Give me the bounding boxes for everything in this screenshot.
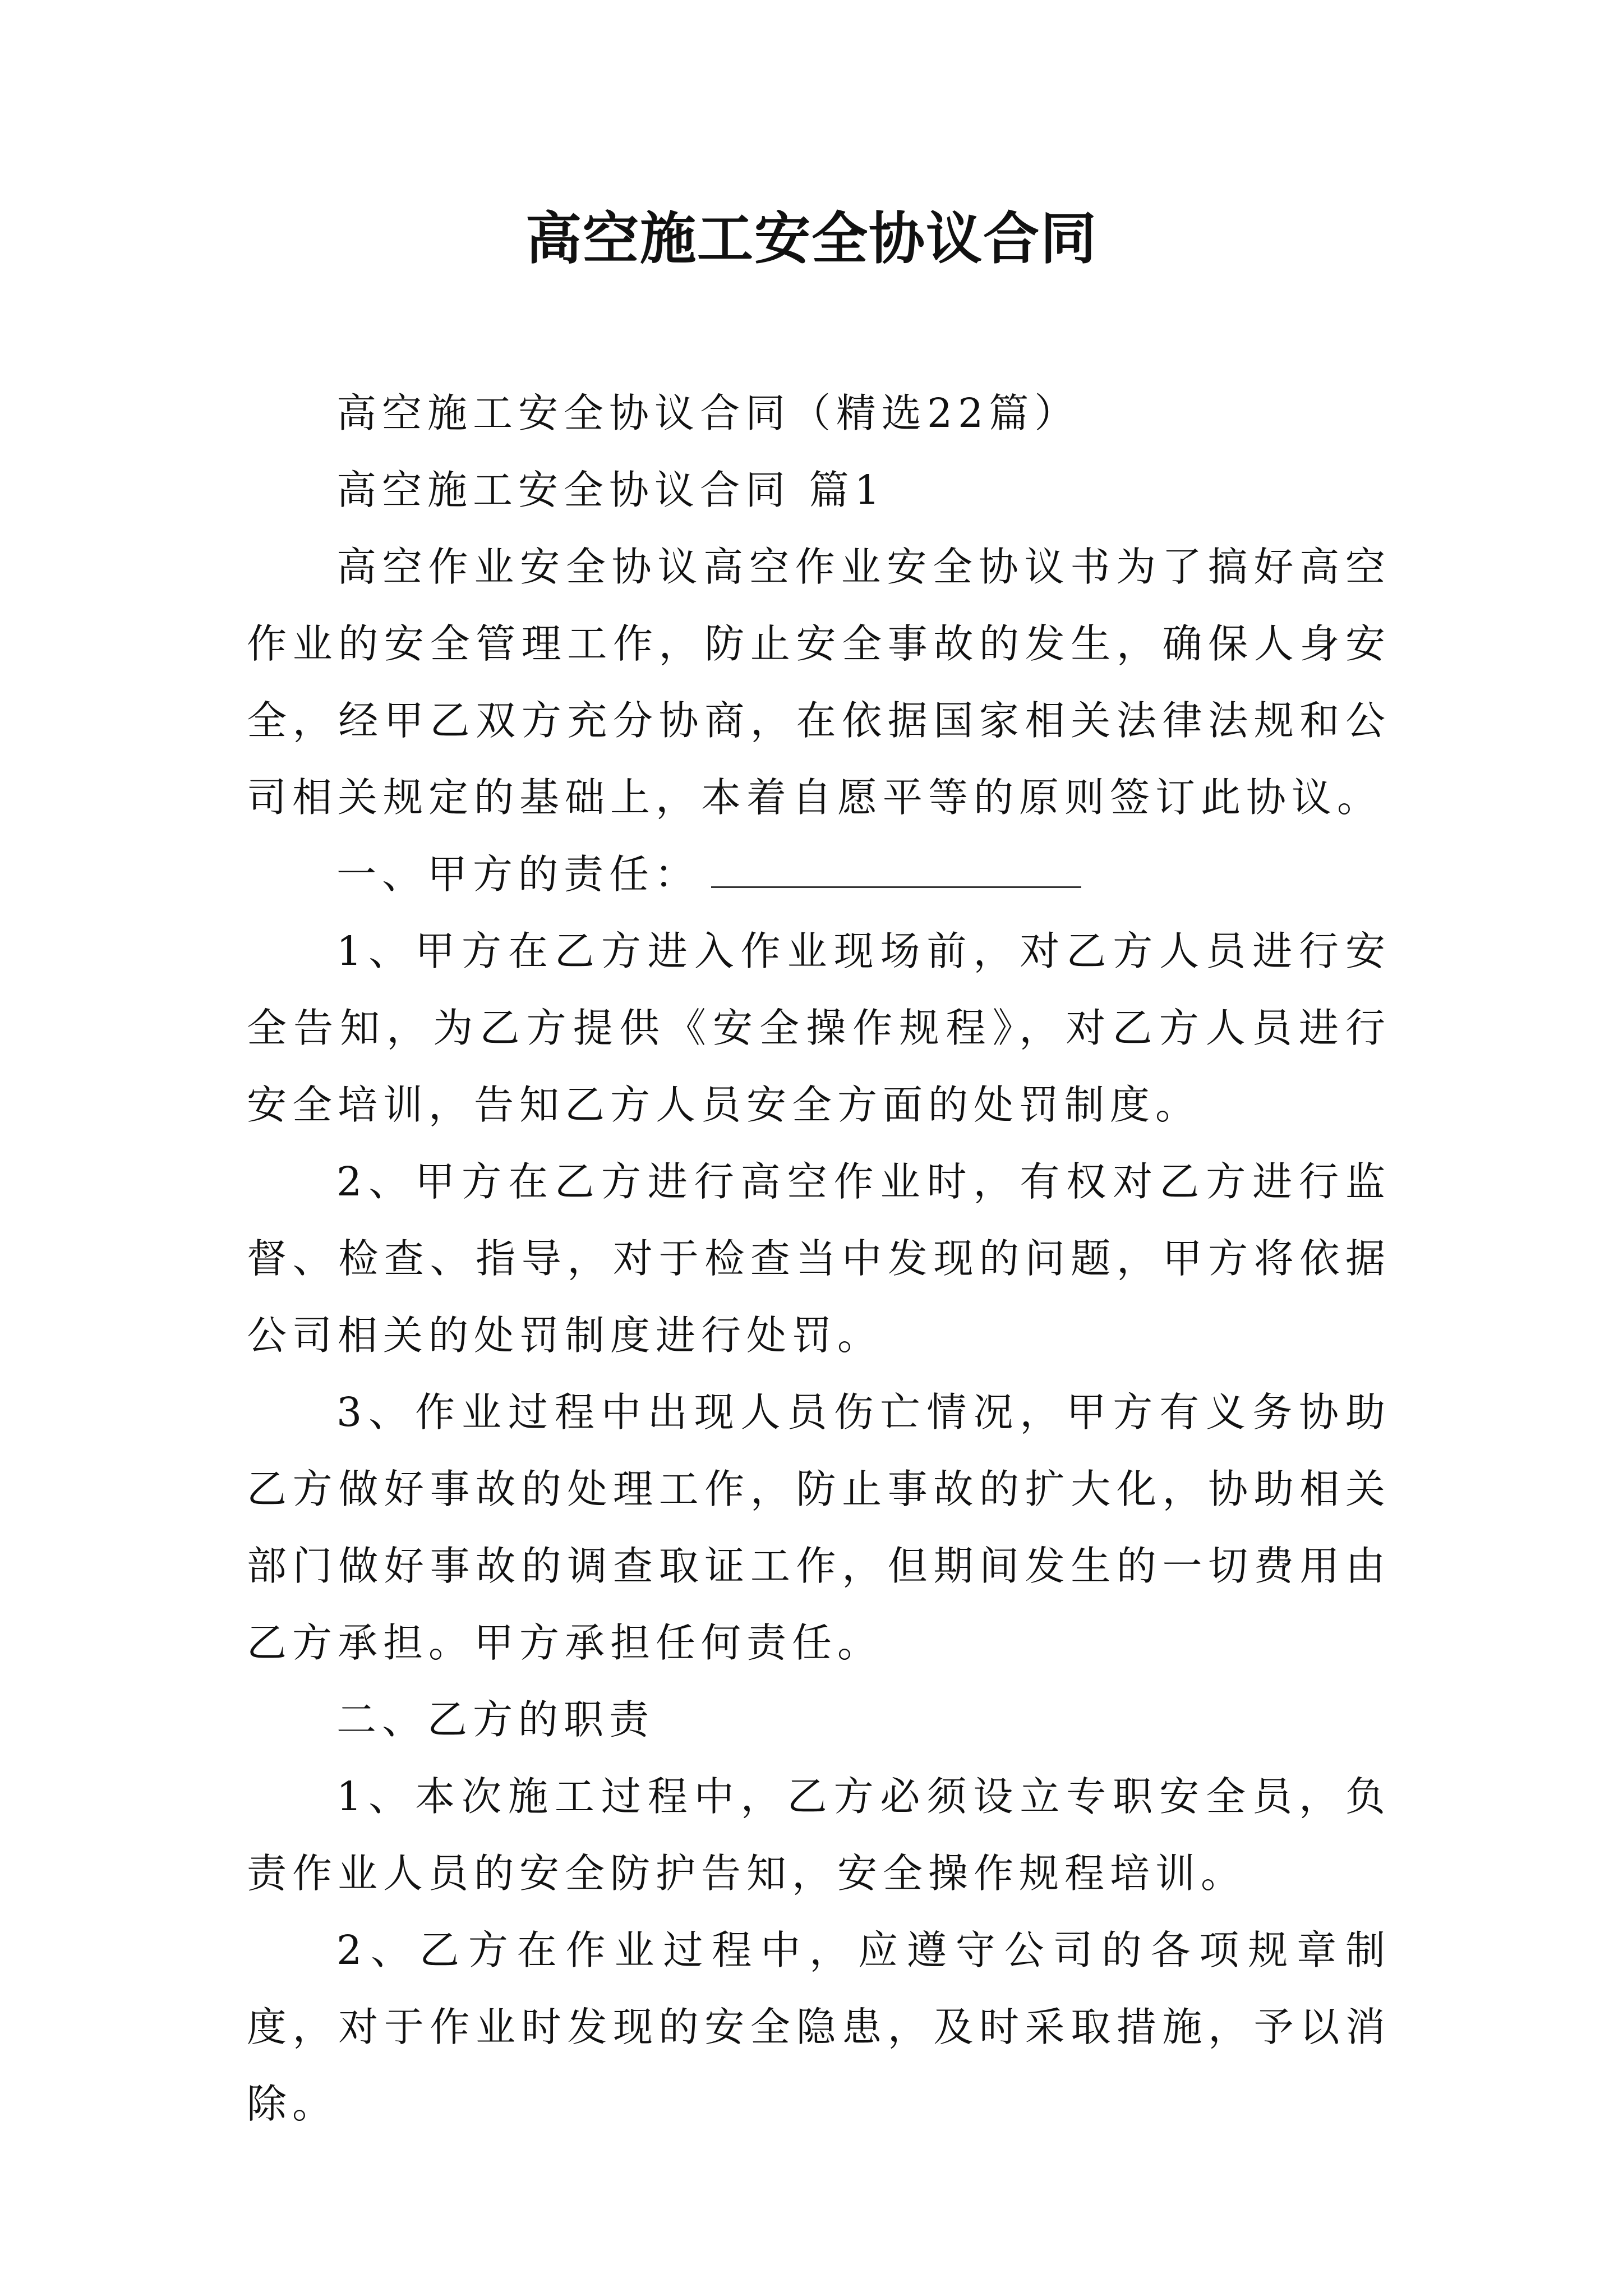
subtitle-paragraph: 高空施工安全协议合同（精选22篇） [336, 390, 1080, 436]
intro-paragraph: 高空作业安全协议高空作业安全协议书为了搞好高空作业的安全管理工作，防止安全事故的发生，确保人身安全，经甲乙双方充分协商，在依据国家相关法律法规和公司相关规定的基础上，本着自愿平等的原则签订此协议。 [247, 544, 1391, 821]
party-a-heading [247, 836, 1391, 913]
section-heading: 高空施工安全协议合同 篇1 [336, 467, 886, 513]
clause-paragraph: 3、作业过程中出现人员伤亡情况，甲方有义务协助乙方做好事故的处理工作，防止事故的扩大化，协助相关部门做好事故的调查取证工作，但期间发生的一切费用由乙方承担。甲方承担任何责任。 [247, 1389, 1391, 1666]
clause-paragraph: 2、乙方在作业过程中，应遵守公司的各项规章制度，对于作业时发现的安全隐患，及时采取措施，予以消除。 [247, 1927, 1391, 2127]
clause-paragraph: 1、本次施工过程中，乙方必须设立专职安全员，负责作业人员的安全防护告知，安全操作规程培训。 [247, 1773, 1391, 1897]
party-b-heading: 二、乙方的职责 [336, 1696, 655, 1743]
fill-in-blank-line [711, 886, 1081, 888]
document-title: 高空施工安全协议合同 [525, 205, 1098, 272]
document-body [247, 375, 1391, 2142]
clause-paragraph: 1、甲方在乙方进入作业现场前，对乙方人员进行安全告知，为乙方提供《安全操作规程》，对乙方人员进行安全培训，告知乙方人员安全方面的处罚制度。 [247, 928, 1391, 1128]
clause-paragraph: 2、甲方在乙方进行高空作业时，有权对乙方进行监督、检查、指导，对于检查当中发现的问题，甲方将依据公司相关的处罚制度进行处罚。 [247, 1158, 1391, 1359]
party-a-heading-text: 一、甲方的责任： [336, 851, 700, 898]
